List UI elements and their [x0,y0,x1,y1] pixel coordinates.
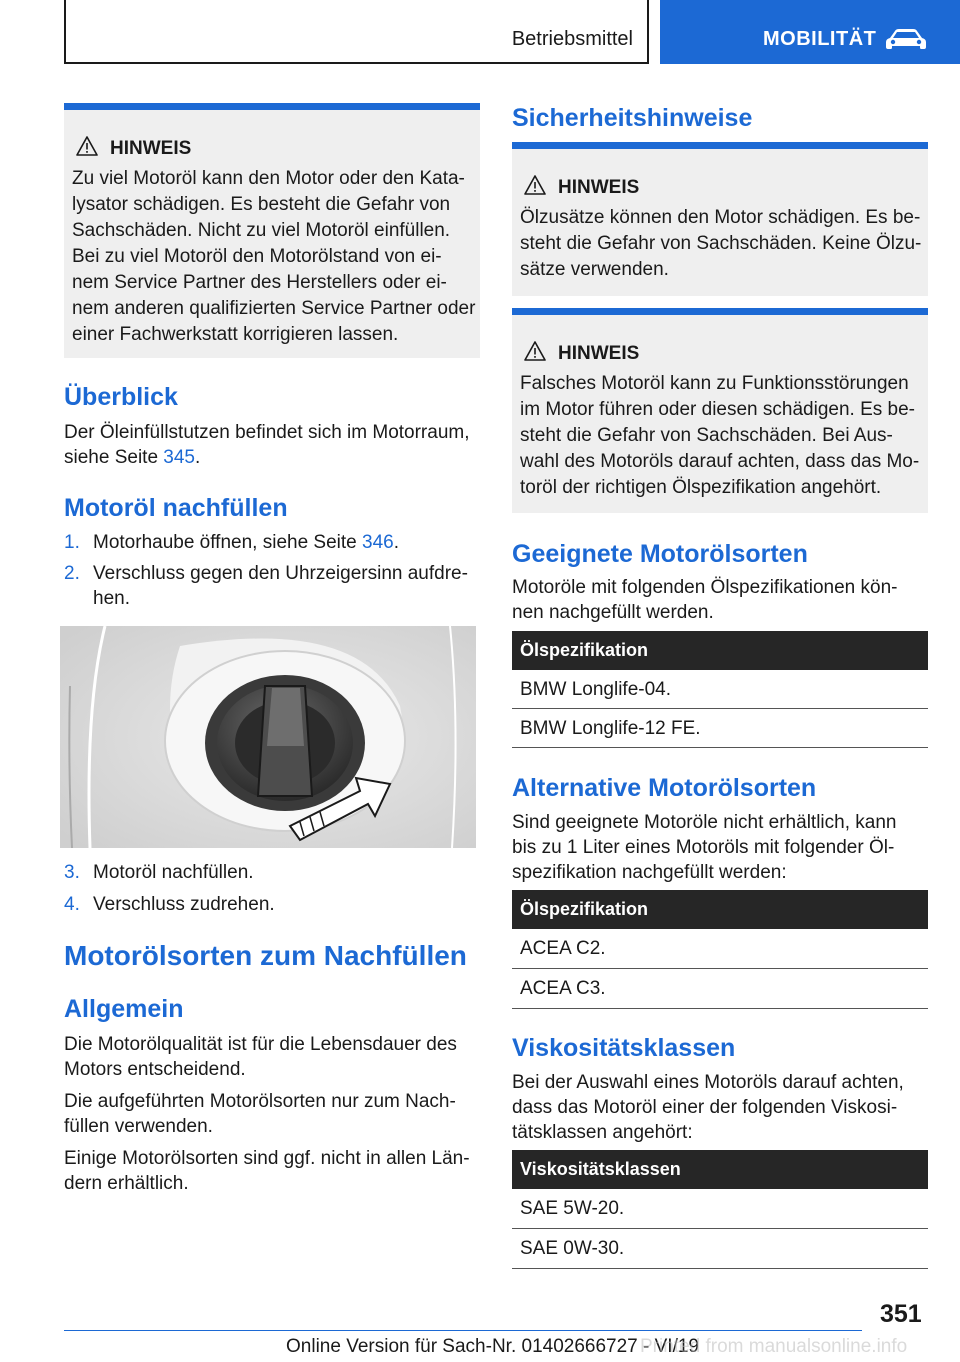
table-header: Viskositätsklassen [512,1150,928,1189]
notice-line: einer Fachwerkstatt korrigieren lassen. [72,324,399,345]
text: hen. [93,588,130,609]
heading-motoroel-nachfuellen: Motoröl nachfüllen [64,494,288,522]
paragraph-line: bis zu 1 Liter eines Motoröls mit folgender Öl- [512,837,895,858]
paragraph-line: nen nachgefüllt werden. [512,602,714,623]
paragraph-line: Die aufgeführten Motorölsorten nur zum Nach- [64,1091,456,1112]
page-number: 351 [880,1300,922,1328]
notice-title: HINWEIS [110,138,192,159]
notice-body [72,166,482,348]
paragraph-line: spezifikation nachgefüllt werden: [512,862,787,883]
notice-line: im Motor führen oder diesen schädigen. Es be- [520,399,915,420]
footer-divider [64,1330,862,1331]
notice-line: toröl der richtigen Ölspezifikation angehört. [520,477,882,498]
notice-line: Zu viel Motoröl kann den Motor oder den Kata- [72,168,465,189]
car-icon [884,28,928,52]
notice-box-additives [512,142,928,296]
step-number: 2. [64,563,80,584]
step-2 [64,561,480,611]
heading-alternative: Alternative Motorölsorten [512,774,817,802]
heading-geeignete: Geeignete Motorölsorten [512,540,808,568]
step-text: Motoröl nachfüllen. [93,862,254,883]
text: . [195,447,201,468]
paragraph-viskositaet [512,1070,928,1145]
notice-title: HINWEIS [558,343,640,364]
paragraph-line [64,445,480,470]
step-4 [64,892,480,917]
notice-line: nem Service Partner des Herstellers oder ei- [72,272,447,293]
paragraph-line: Bei der Auswahl eines Motoröls darauf achten, [512,1072,904,1093]
notice-body [520,205,930,283]
notice-line: nem anderen qualifizierten Service Partner oder [72,298,476,319]
text: Verschluss gegen den Uhrzeigersinn aufdre- [93,563,468,584]
heading-motoroelsorten: Motorölsorten zum Nachfüllen [64,940,467,971]
chapter-tab[interactable] [660,0,960,64]
heading-allgemein: Allgemein [64,995,184,1023]
notice-title: HINWEIS [558,177,640,198]
paragraph-alternative [512,810,928,885]
header-section-box [64,0,649,64]
notice-line: Falsches Motoröl kann zu Funktionsstörungen [520,373,909,394]
page-link-346[interactable]: 346 [362,532,394,553]
table-row: SAE 5W-20. [512,1189,928,1229]
table-header: Ölspezifikation [512,631,928,670]
paragraph-ueberblick [64,420,480,470]
paragraph-geeignete [512,575,928,625]
heading-ueberblick: Überblick [64,383,178,411]
notice-box-overfill [64,103,480,358]
paragraph-line: Der Öleinfüllstutzen befindet sich im Motorraum, [64,422,470,443]
table-viskositaet [512,1150,928,1269]
step-1 [64,530,480,555]
chapter-title: MOBILITÄT [763,28,877,50]
step-number: 4. [64,894,80,915]
table-row: BMW Longlife-12 FE. [512,709,928,748]
notice-box-wrong-oil [512,308,928,513]
paragraph-line: Motors entscheidend. [64,1059,246,1080]
warning-icon [524,175,546,195]
notice-line: lysator schädigen. Es besteht die Gefahr von [72,194,451,215]
table-row: ACEA C2. [512,929,928,969]
step-3 [64,860,480,885]
notice-line: sätze verwenden. [520,259,669,280]
paragraph-line: füllen verwenden. [64,1116,213,1137]
paragraph-line: Motoröle mit folgenden Ölspezifikationen kön- [512,577,898,598]
notice-line: Bei zu viel Motoröl den Motorölstand von ei- [72,246,442,267]
section-title: Betriebsmittel [511,28,633,50]
table-geeignete [512,631,928,748]
notice-body [520,371,930,501]
step-text [93,530,399,555]
paragraph-line: Sind geeignete Motoröle nicht erhältlich, kann [512,812,897,833]
notice-line: steht die Gefahr von Sachschäden. Keine Ölzu- [520,233,922,254]
text: . [393,532,399,553]
text: siehe Seite [64,447,164,468]
notice-line: wahl des Motoröls darauf achten, dass das Mo- [520,451,920,472]
notice-line: steht die Gefahr von Sachschäden. Bei Aus- [520,425,893,446]
paragraph-line: tätsklassen angehört: [512,1122,693,1143]
paragraph-allgemein [64,1032,480,1196]
text: Motorhaube öffnen, siehe Seite [93,532,363,553]
heading-sicherheitshinweise: Sicherheitshinweise [512,104,753,132]
paragraph-line: Einige Motorölsorten sind ggf. nicht in allen Län- [64,1148,470,1169]
step-text: Verschluss zudrehen. [93,894,275,915]
notice-line: Ölzusätze können den Motor schädigen. Es be- [520,207,921,228]
table-row: BMW Longlife-04. [512,670,928,709]
warning-icon [524,341,546,361]
step-text [93,561,468,611]
notice-line: Sachschäden. Nicht zu viel Motoröl einfüllen. [72,220,451,241]
paragraph-line: Die Motorölqualität ist für die Lebensdauer des [64,1034,457,1055]
paragraph-line: dass das Motoröl einer der folgenden Viskosi- [512,1097,898,1118]
footer-watermark: Printed from manualsonline.info [640,1336,908,1357]
page-link-345[interactable]: 345 [163,447,195,468]
paragraph-line: dern erhältlich. [64,1173,189,1194]
table-alternative [512,890,928,1009]
footer-online-version: Online Version für Sach-Nr. 01402666727 - VI/19 [286,1336,699,1357]
warning-icon [76,136,98,156]
table-row: ACEA C3. [512,969,928,1009]
step-number: 1. [64,532,80,553]
oil-filler-cap-illustration [60,626,476,848]
heading-viskositaet: Viskositätsklassen [512,1034,736,1062]
table-row: SAE 0W-30. [512,1229,928,1269]
table-header: Ölspezifikation [512,890,928,929]
step-number: 3. [64,862,80,883]
